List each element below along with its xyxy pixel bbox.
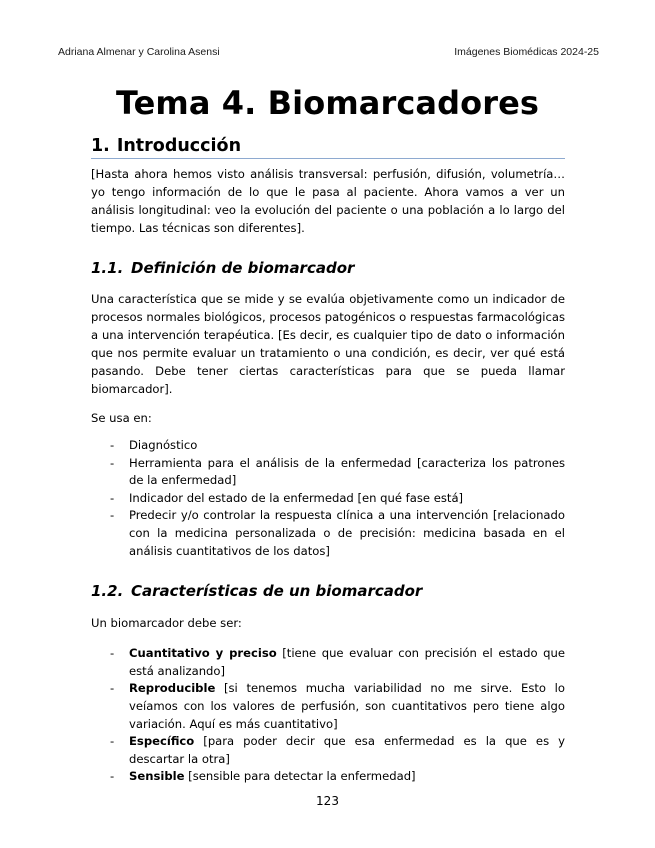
uses-list xyxy=(91,437,565,560)
list-item: - Predecir y/o controlar la respuesta clínica a una intervención [relacionado con la medicina personalizada o de precisión: medicina basada en el análisis cuantitativos de los datos] xyxy=(91,507,565,560)
subsection-heading-caracteristicas xyxy=(91,582,565,600)
subsection-heading-definicion xyxy=(91,259,565,277)
item-text: [si tenemos mucha variabilidad no me sirve. Esto lo veíamos con los valores de perfusión, son cuantitativos pero tiene algo variación. Aquí es más cuantitativo] xyxy=(129,681,565,731)
subsection-title: Definición de biomarcador xyxy=(131,259,355,277)
definition-paragraph: Una característica que se mide y se evalúa objetivamente como un indicador de procesos normales biológicos, procesos patogénicos o respuestas farmacológicas a una intervención terapéutica. [Es decir, es cualquier tipo de dato o información que nos permite evaluar un tratamiento o una condición, es decir, ver qué está pasando. Debe tener ciertas características para que se pueda llamar biomarcador]. xyxy=(91,292,565,396)
section-heading-introduccion xyxy=(91,136,565,159)
subsection-number: 1.2. xyxy=(91,582,124,601)
header-course: Imágenes Biomédicas 2024-25 xyxy=(454,46,599,58)
characteristics-intro: Un biomarcador debe ser: xyxy=(91,616,242,631)
list-item xyxy=(91,680,565,733)
item-term: Específico xyxy=(129,734,195,749)
list-item: - Indicador del estado de la enfermedad [en qué fase está] xyxy=(91,490,565,508)
list-item xyxy=(91,768,565,786)
document-title: Tema 4. Biomarcadores xyxy=(115,84,540,122)
intro-paragraph: [Hasta ahora hemos visto análisis transversal: perfusión, difusión, volumetría… yo tengo información de lo que le pasa al paciente. Ahora vamos a ver un análisis longitudinal: veo la evolución del paciente o una población a lo largo del tiempo. Las técnicas son diferentes]. xyxy=(91,167,565,235)
section-number: 1. xyxy=(91,136,110,156)
subsection-title: Características de un biomarcador xyxy=(131,582,423,601)
list-item xyxy=(91,645,565,680)
item-text: [sensible para detectar la enfermedad] xyxy=(184,769,416,784)
subsection-number: 1.1. xyxy=(91,259,124,277)
list-item: - Herramienta para el análisis de la enfermedad [caracteriza los patrones de la enfermedad] xyxy=(91,455,565,490)
item-text: [tiene que evaluar con precisión el estado que está analizando] xyxy=(129,646,565,678)
item-term: Cuantitativo y preciso xyxy=(129,646,277,661)
section-title: Introducción xyxy=(116,136,242,156)
characteristics-list xyxy=(91,645,565,786)
item-text: [para poder decir que esa enfermedad es la que es y descartar la otra] xyxy=(129,734,565,766)
page-number: 123 xyxy=(316,794,339,808)
header-authors: Adriana Almenar y Carolina Asensi xyxy=(58,46,220,58)
document-body xyxy=(91,136,565,786)
item-term: Sensible xyxy=(129,769,185,784)
item-term: Reproducible xyxy=(129,681,216,696)
uses-intro: Se usa en: xyxy=(91,411,152,425)
list-item: - Diagnóstico xyxy=(91,437,565,455)
list-item xyxy=(91,733,565,768)
